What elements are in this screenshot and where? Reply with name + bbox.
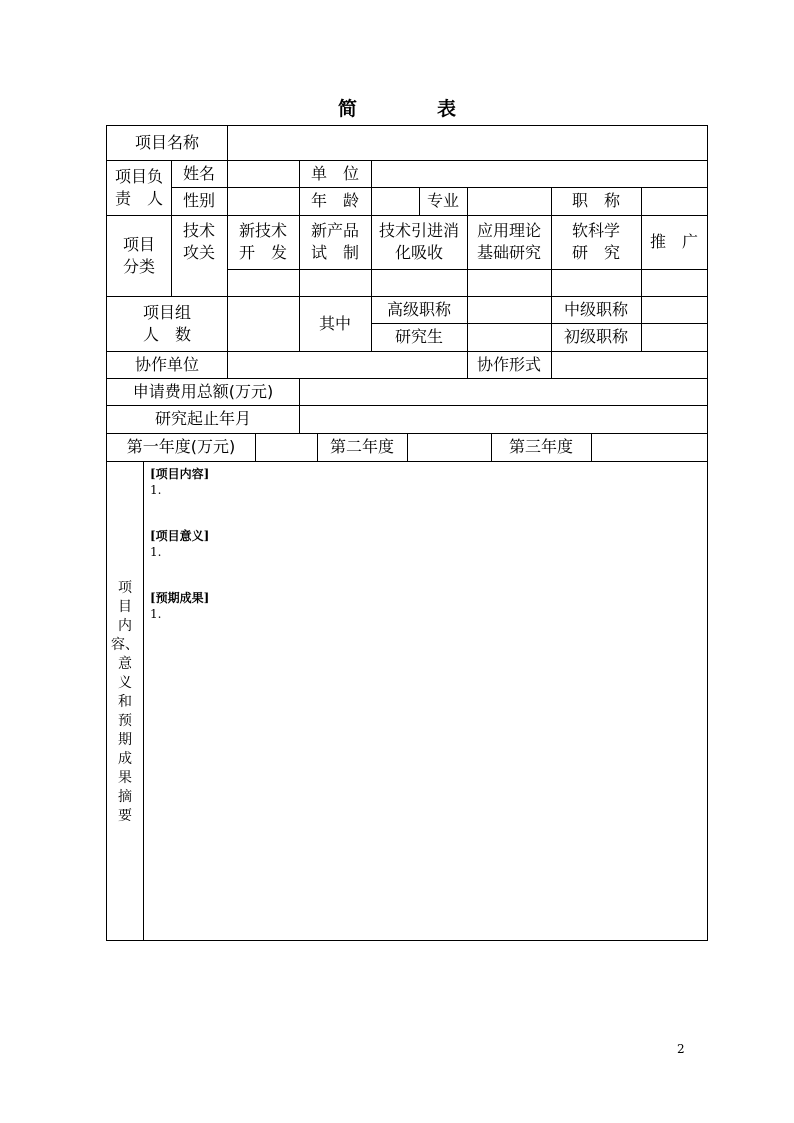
label-char: 目 (118, 598, 132, 615)
col-divider (407, 433, 408, 461)
option-line1: 新技术 (238, 221, 287, 240)
label-char: 项 (118, 579, 132, 596)
first-year-label: 第一年度(万元) (126, 437, 236, 456)
junior-title-label: 初级职称 (563, 327, 628, 346)
category-option-applied-theory (467, 215, 551, 269)
label-char: 内 (118, 617, 132, 634)
option-line2: 开 发 (238, 243, 287, 262)
summary-vertical-label (107, 462, 143, 942)
leader-label-line1: 项目负 (114, 166, 163, 186)
team-label-line1: 项目组 (142, 302, 191, 322)
col-divider (255, 433, 256, 461)
category-option-promotion: 推 广 (649, 232, 698, 251)
category-label-line1: 项目 (122, 234, 155, 254)
total-fee-label: 申请费用总额(万元) (132, 381, 274, 401)
category-option-new-product (299, 215, 371, 269)
summary-section-content (150, 466, 209, 498)
col-divider (227, 126, 228, 160)
summary-section-significance (150, 528, 209, 560)
option-line2: 试 制 (310, 243, 359, 262)
option-line1: 软科学 (571, 221, 620, 240)
intermediate-title-label: 中级职称 (563, 299, 628, 319)
section-item: 1. (150, 483, 162, 497)
gender-label: 性别 (182, 191, 215, 210)
section-heading: [项目内容] (150, 467, 210, 481)
option-line1: 应用理论 (476, 221, 541, 240)
label-char: 意 (118, 655, 132, 672)
section-item: 1. (150, 545, 162, 559)
page-number: 2 (677, 1042, 685, 1056)
col-divider (641, 296, 642, 351)
team-label-line2: 人 数 (142, 324, 191, 344)
label-char: 和 (118, 693, 132, 710)
option-line2: 研 究 (571, 243, 620, 262)
row-divider (107, 461, 707, 462)
project-name-label: 项目名称 (134, 133, 199, 152)
option-line2: 基础研究 (476, 243, 541, 262)
category-label (107, 215, 171, 296)
category-option-soft-science (551, 215, 641, 269)
col-divider (591, 433, 592, 461)
title-right-char: 表 (437, 98, 457, 120)
label-char: 容、 (111, 636, 139, 653)
leader-label-line2: 责 人 (114, 188, 163, 208)
option-line1: 技术引进消 (378, 221, 459, 240)
label-char: 义 (118, 674, 132, 691)
leader-label (107, 160, 171, 215)
cooperation-unit-label: 协作单位 (134, 354, 199, 374)
category-option-new-tech (227, 215, 299, 269)
section-heading: [项目意义] (150, 529, 210, 543)
unit-label: 单 位 (310, 163, 359, 183)
option-line1: 技术 (182, 221, 215, 240)
col-divider (143, 461, 144, 941)
team-size-label (107, 296, 227, 351)
label-char: 期 (118, 731, 132, 748)
major-label: 专业 (426, 191, 459, 210)
option-line1: 新产品 (310, 221, 359, 240)
third-year-label: 第三年度 (508, 437, 573, 456)
research-period-label: 研究起止年月 (154, 409, 251, 428)
option-line2: 攻关 (182, 243, 215, 262)
col-divider (467, 187, 468, 215)
senior-title-label: 高级职称 (386, 299, 451, 319)
label-char: 要 (118, 807, 132, 824)
title-label: 职 称 (571, 191, 620, 210)
label-char: 成 (118, 750, 132, 767)
col-divider (371, 160, 372, 215)
category-option-tech-tackle (171, 215, 227, 269)
col-divider (551, 351, 552, 378)
second-year-label: 第二年度 (329, 437, 394, 456)
label-char: 预 (118, 712, 132, 729)
label-char: 果 (118, 769, 132, 786)
title-left-char: 简 (337, 98, 357, 120)
summary-section-outcomes (150, 590, 209, 622)
label-char: 摘 (118, 788, 132, 805)
page-title (0, 94, 794, 121)
form-table (106, 125, 708, 941)
option-line2: 化吸收 (394, 243, 443, 262)
category-label-line2: 分类 (122, 256, 155, 276)
col-divider (227, 351, 228, 378)
name-label: 姓名 (182, 163, 215, 183)
col-divider (227, 296, 228, 351)
graduate-label: 研究生 (394, 327, 443, 346)
category-option-tech-import (371, 215, 467, 269)
cooperation-form-label: 协作形式 (476, 354, 541, 374)
section-heading: [预期成果] (150, 591, 210, 605)
among-label: 其中 (318, 313, 351, 333)
col-divider (227, 160, 228, 215)
col-divider (299, 378, 300, 433)
section-item: 1. (150, 607, 162, 621)
col-divider (641, 187, 642, 215)
age-label: 年 龄 (310, 191, 359, 210)
col-divider (467, 296, 468, 351)
